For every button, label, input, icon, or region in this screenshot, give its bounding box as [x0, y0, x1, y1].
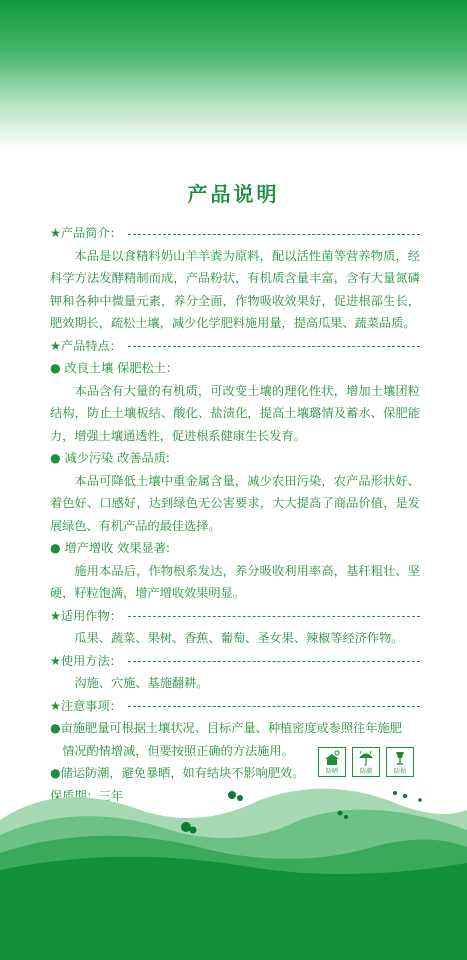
dashed-divider	[128, 661, 420, 662]
feature-head-1: ● 改良土壤 保肥松土：	[50, 361, 179, 375]
shelf-life: 保质期：三年	[50, 788, 124, 803]
top-gradient-band	[0, 0, 467, 150]
feature-text-3: 施用本品后，作物根系发达，养分吸收利用率高，基秆粗壮、坚硬，籽粒饱满，增产增收效果明显。	[50, 563, 420, 600]
features-label: ★产品特点：	[50, 338, 122, 353]
keep-dry-icon	[318, 747, 346, 777]
umbrella-shape-icon	[357, 750, 375, 766]
fragile-icon	[386, 747, 414, 777]
product-description	[50, 222, 420, 807]
green-hills-landscape	[0, 775, 467, 960]
glass-icon	[391, 750, 409, 766]
features-heading	[50, 335, 420, 358]
feature-text-2: 本品可降低土壤中重金属含量，减少农田污染，农产品形状好、着色好、口感好，达到绿色无公害要求，大大提高了商品价值，是发展绿色、有机产品的最佳选择。	[50, 473, 420, 533]
crops-label: ★适用作物：	[50, 608, 122, 623]
feature-head-3: ● 增产增收 效果显著:	[50, 541, 170, 555]
icon-label: 防潮	[359, 768, 372, 775]
notes-heading	[50, 695, 420, 718]
umbrella-icon	[352, 747, 380, 777]
handling-icons	[318, 747, 414, 777]
intro-heading	[50, 222, 420, 245]
dashed-divider	[128, 346, 420, 347]
usage-heading	[50, 650, 420, 673]
intro-text: 本品是以食精料奶山羊羊粪为原料，配以活性菌等营养物质，经科学方法发酵精制而成，产品粉状，有机质含量丰富，含有大量氮磷钾和各种中微量元素，养分全面，作物吸收效果好，促进根部生长，肥效期长，疏松土壤，减少化学肥料施用量，提高瓜果、蔬菜品质。	[50, 248, 420, 330]
feature-text-1: 本品含有大量的有机质，可改变土壤的理化性状，增加土壤团粒结构，防止土壤板结、酸化、盐渍化，提高土壤璐情及蓄水、保肥能力，增强土壤通透性，促进根系健康生长发育。	[50, 383, 420, 443]
icon-label: 防晒	[325, 768, 338, 775]
notes-label: ★注意事项：	[50, 698, 122, 713]
usage-label: ★使用方法：	[50, 653, 122, 668]
crops-text: 瓜果、蔬菜、果树、香蕉、葡萄、圣女果、辣椒等经济作物。	[74, 631, 404, 645]
feature-head-2: ● 减少污染 改善品质:	[50, 451, 170, 465]
note-item-1-line1: ●亩施肥量可根据土壤状况、目标产量、种植密度或参照往年施肥	[50, 721, 402, 735]
page-title: 产品说明	[187, 182, 280, 206]
note-item-1-line2: 情况酌情增减，但要按照正确的方法施用。	[62, 743, 294, 758]
dashed-divider	[128, 234, 420, 235]
dashed-divider	[128, 706, 420, 707]
note-item-2: ●储运防潮，避免暴晒，如有结块不影响肥效。	[50, 766, 305, 780]
sun-house-icon	[323, 750, 341, 766]
dashed-divider	[128, 616, 420, 617]
intro-label: ★产品简介：	[50, 226, 122, 240]
crops-heading	[50, 605, 420, 628]
icon-label: 防损	[393, 768, 406, 775]
usage-text: 沟施、穴施、基施翻耕。	[74, 676, 209, 690]
